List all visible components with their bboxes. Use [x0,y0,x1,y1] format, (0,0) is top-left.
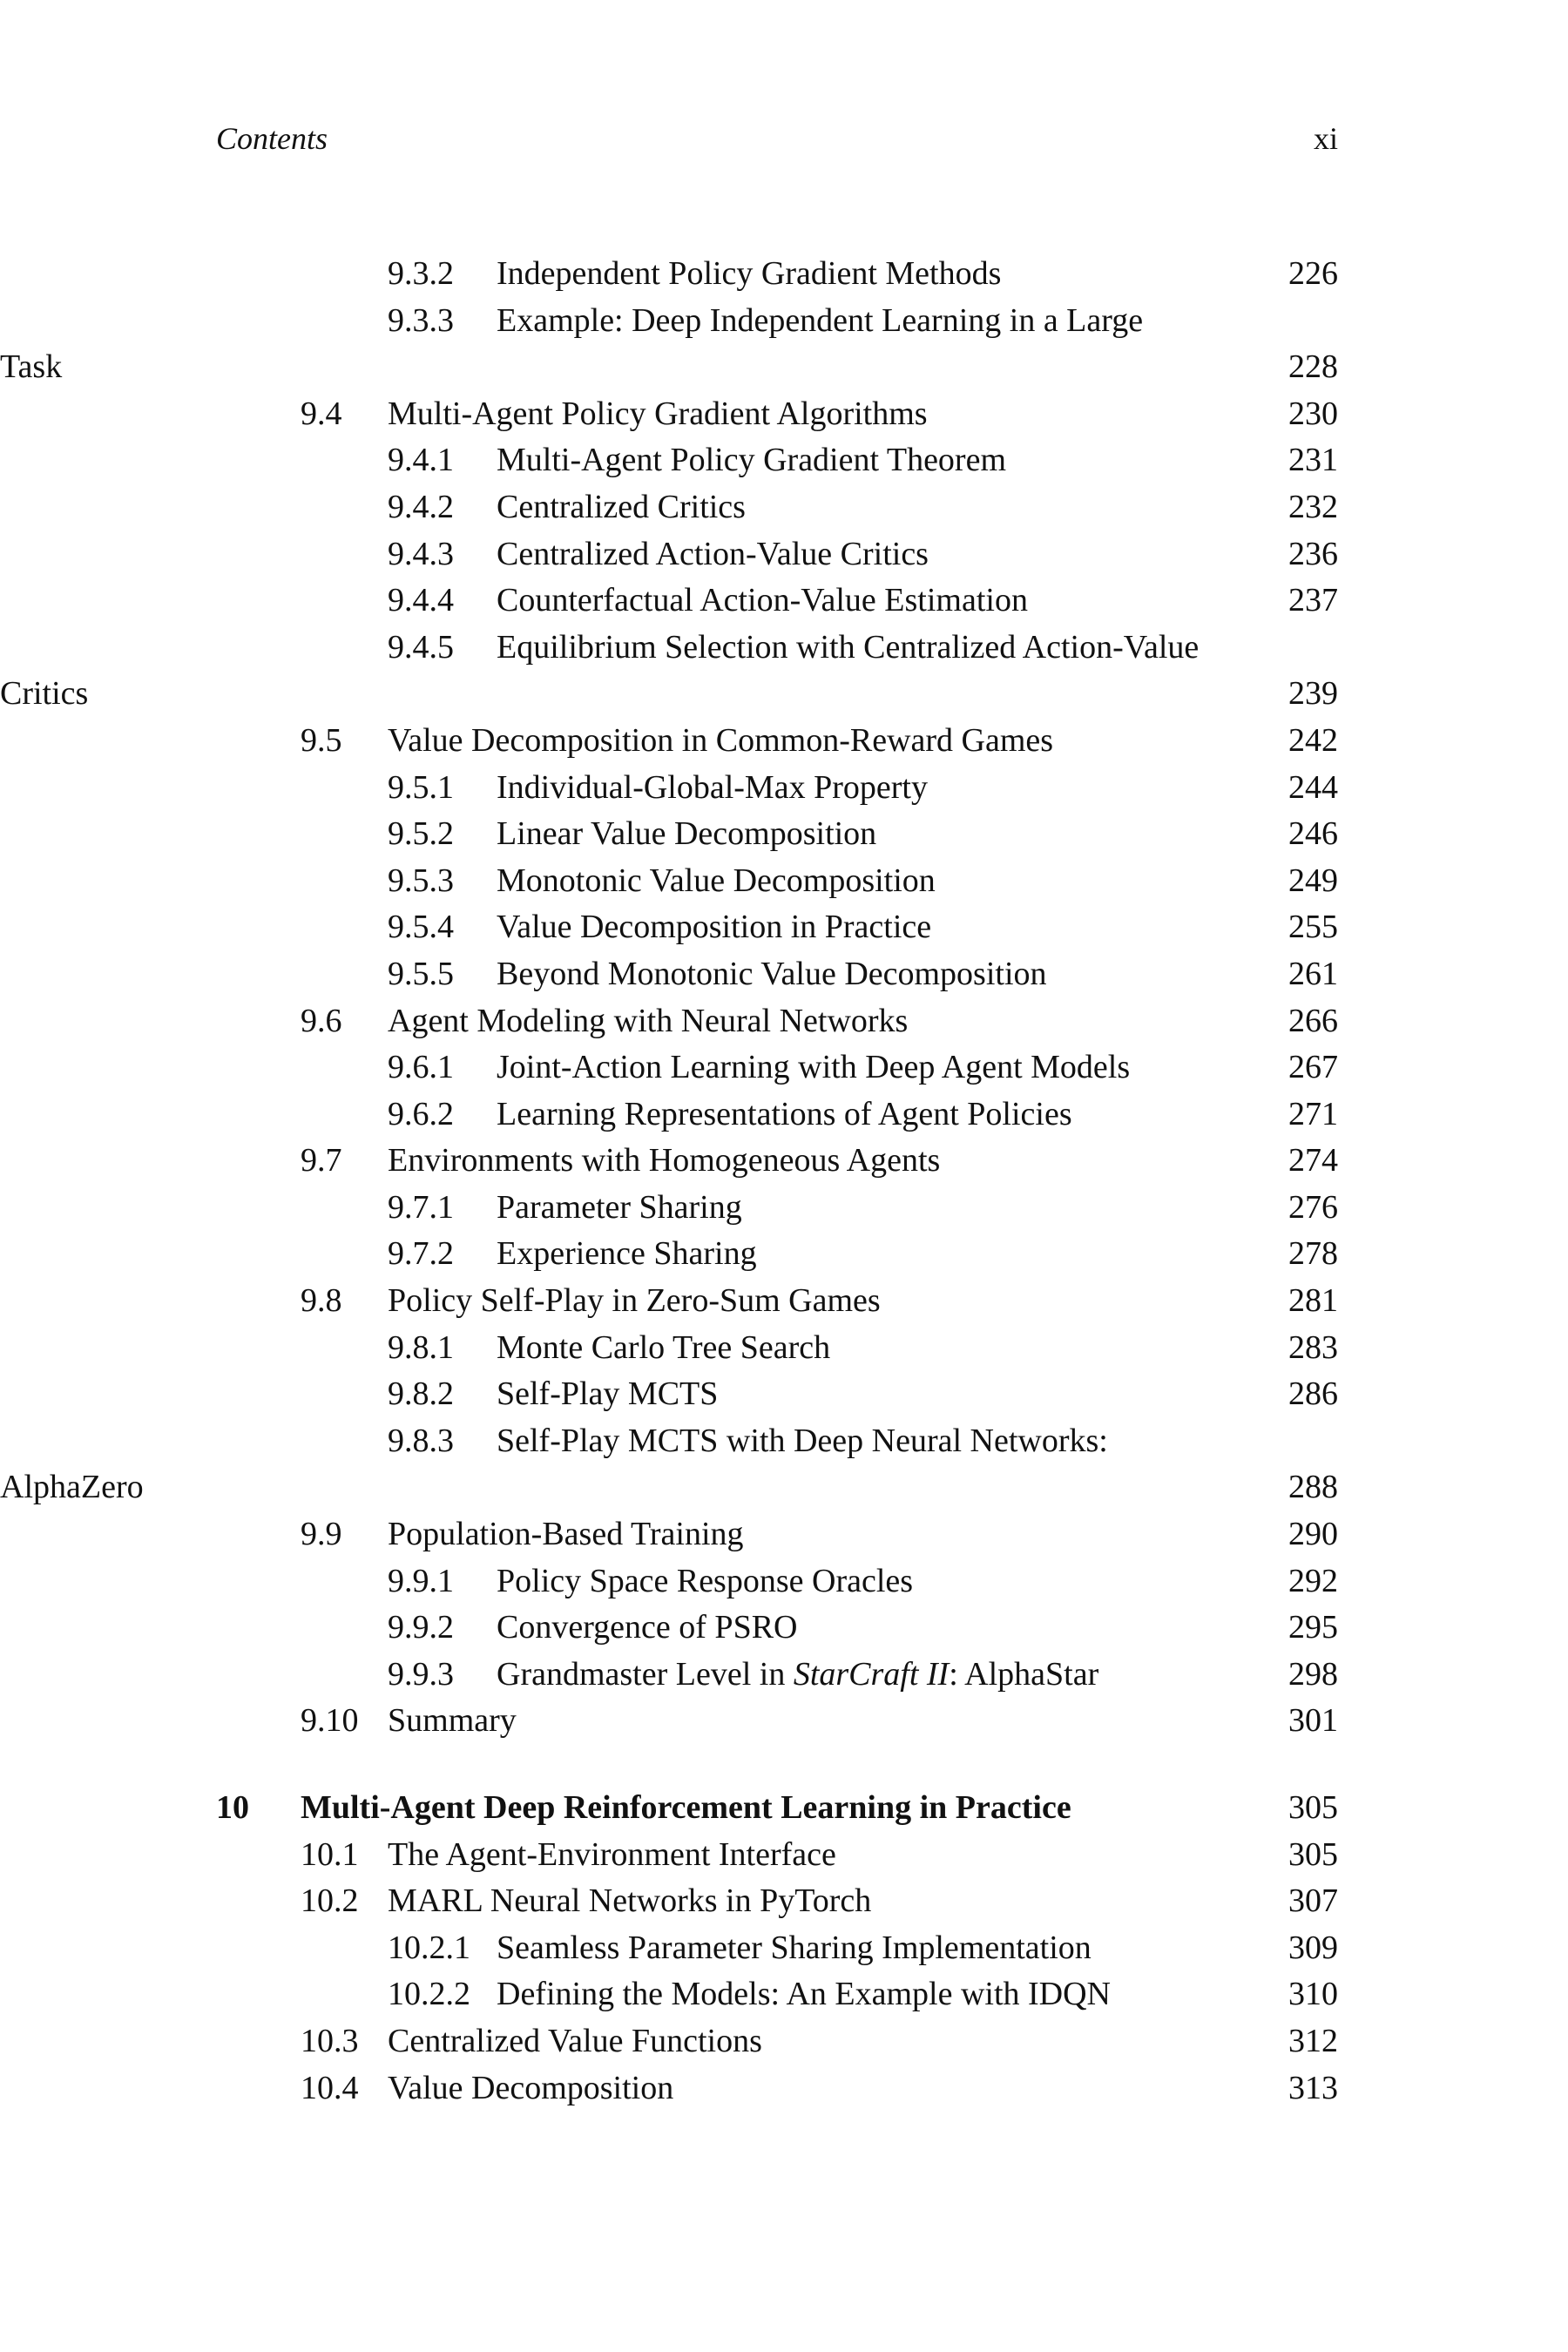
entry-title: Beyond Monotonic Value Decomposition [497,955,1047,992]
entry-number: 10.3 [301,2022,359,2059]
entry-page-number: 276 [1288,1188,1338,1226]
toc-entry[interactable] [0,1092,1568,1139]
entry-number: 10.2.2 [388,1976,470,2013]
entry-title: Monte Carlo Tree Search [497,1328,831,1366]
entry-number: 9.5.5 [388,955,454,992]
entry-number: 9.3.3 [388,301,454,339]
running-head-title: Contents [216,121,328,156]
entry-number: 9.9 [301,1516,342,1553]
entry-page-number: 231 [1288,442,1338,479]
toc-entry[interactable] [0,1652,1568,1699]
entry-number: 9.6.1 [388,1049,454,1086]
toc-entry[interactable] [0,904,1568,951]
entry-title: Value Decomposition in Common-Reward Games [388,721,1054,759]
toc-entry[interactable] [0,1558,1568,1605]
entry-number: 10.4 [301,2069,359,2106]
entry-title: Parameter Sharing [497,1188,742,1226]
toc-entry-continuation[interactable] [0,1464,1568,1511]
entry-page-number: 292 [1288,1562,1338,1599]
entry-title: Experience Sharing [497,1235,757,1273]
entry-number: 9.5.3 [388,862,454,899]
entry-title: MARL Neural Networks in PyTorch [388,1882,872,1920]
entry-number: 9.4.1 [388,442,454,479]
entry-number: 10 [216,1789,249,1826]
toc-entry-continuation[interactable] [0,671,1568,718]
entry-page-number: 312 [1288,2022,1338,2059]
entry-title: Example: Deep Independent Learning in a Large [497,301,1144,339]
toc-entry[interactable] [0,625,1568,672]
entry-page-number: 267 [1288,1049,1338,1086]
entry-number: 9.8 [301,1282,342,1320]
entry-page-number: 266 [1288,1002,1338,1039]
entry-title: Joint-Action Learning with Deep Agent Models [497,1049,1131,1086]
toc-entry[interactable] [0,1878,1568,1925]
entry-title: Agent Modeling with Neural Networks [388,1002,909,1039]
entry-page-number: 228 [1288,348,1338,386]
toc-entry[interactable] [0,1138,1568,1185]
entry-title: Task [0,348,63,386]
entry-title: Equilibrium Selection with Centralized Action-Value [497,628,1200,666]
entry-number: 9.7.1 [388,1188,454,1226]
toc-entry[interactable] [0,1185,1568,1232]
table-of-contents [0,251,1568,2112]
toc-entry[interactable] [0,2018,1568,2065]
entry-page-number: 226 [1288,255,1338,292]
entry-number: 9.6.2 [388,1095,454,1132]
entry-title: Multi-Agent Deep Reinforcement Learning in Practice [301,1789,1071,1826]
toc-entry[interactable] [0,1325,1568,1372]
entry-title [497,1652,1098,1699]
entry-title: Self-Play MCTS [497,1375,719,1413]
entry-page-number: 232 [1288,488,1338,525]
toc-entry[interactable] [0,484,1568,531]
entry-title: Multi-Agent Policy Gradient Algorithms [388,395,928,432]
entry-title: Self-Play MCTS with Deep Neural Networks: [497,1422,1108,1459]
entry-page-number: 242 [1288,721,1338,759]
entry-title-italic: StarCraft II [793,1655,950,1693]
entry-number: 9.3.2 [388,255,454,292]
entry-page-number: 295 [1288,1609,1338,1646]
entry-page-number: 249 [1288,862,1338,899]
entry-title: The Agent-Environment Interface [388,1835,836,1873]
entry-number: 9.4.5 [388,628,454,666]
toc-entry[interactable] [0,1231,1568,1278]
entry-number: 9.7 [301,1142,342,1179]
toc-entry[interactable] [0,1832,1568,1879]
entry-page-number: 237 [1288,582,1338,619]
entry-page-number: 230 [1288,395,1338,432]
entry-number: 9.5.2 [388,815,454,853]
entry-title: Multi-Agent Policy Gradient Theorem [497,442,1007,479]
entry-title: Value Decomposition in Practice [497,909,932,946]
entry-page-number: 255 [1288,909,1338,946]
entry-title: Independent Policy Gradient Methods [497,255,1002,292]
toc-entry[interactable] [0,298,1568,345]
running-head [216,120,1338,162]
entry-number: 9.9.2 [388,1609,454,1646]
toc-entry-continuation[interactable] [0,344,1568,391]
entry-page-number: 301 [1288,1702,1338,1740]
entry-number: 9.5.4 [388,909,454,946]
entry-number: 9.8.2 [388,1375,454,1413]
entry-title-part: Grandmaster Level in [497,1655,794,1693]
entry-number: 9.4.4 [388,582,454,619]
toc-entry[interactable] [0,811,1568,858]
entry-title: Centralized Value Functions [388,2022,762,2059]
entry-title: Centralized Critics [497,488,746,525]
entry-page-number: 298 [1288,1655,1338,1693]
entry-page-number: 313 [1288,2069,1338,2106]
entry-page-number: 261 [1288,955,1338,992]
entry-number: 10.1 [301,1835,359,1873]
entry-page-number: 305 [1288,1789,1338,1826]
entry-title: Learning Representations of Agent Policies [497,1095,1072,1132]
entry-number: 9.4 [301,395,342,432]
entry-number: 9.5.1 [388,768,454,806]
entry-number: 10.2 [301,1882,359,1920]
entry-title: Linear Value Decomposition [497,815,877,853]
entry-title: Defining the Models: An Example with IDQN [497,1976,1112,2013]
entry-page-number: 278 [1288,1235,1338,1273]
toc-entry[interactable] [0,1418,1568,1465]
entry-title: Environments with Homogeneous Agents [388,1142,941,1179]
entry-number: 10.2.1 [388,1929,470,1966]
entry-title: Value Decomposition [388,2069,674,2106]
toc-entry[interactable] [0,951,1568,998]
page-number: xi [1313,121,1338,156]
entry-page-number: 244 [1288,768,1338,806]
entry-number: 9.9.3 [388,1655,454,1693]
entry-title: Convergence of PSRO [497,1609,798,1646]
entry-page-number: 246 [1288,815,1338,853]
entry-title: Individual-Global-Max Property [497,768,928,806]
entry-number: 9.9.1 [388,1562,454,1599]
entry-title: Critics [0,675,89,713]
entry-page-number: 239 [1288,675,1338,713]
entry-page-number: 305 [1288,1835,1338,1873]
toc-entry[interactable] [0,1044,1568,1092]
toc-entry[interactable] [0,1371,1568,1418]
toc-entry[interactable] [0,437,1568,484]
entry-title: Counterfactual Action-Value Estimation [497,582,1028,619]
entry-page-number: 307 [1288,1882,1338,1920]
entry-page-number: 281 [1288,1282,1338,1320]
toc-entry[interactable] [0,391,1568,438]
toc-entry[interactable] [0,858,1568,905]
entry-page-number: 274 [1288,1142,1338,1179]
entry-number: 9.8.3 [388,1422,454,1459]
toc-entry[interactable] [0,1698,1568,1745]
toc-entry[interactable] [0,1511,1568,1558]
toc-entry[interactable] [0,765,1568,812]
entry-title: Summary [388,1702,517,1740]
toc-entry[interactable] [0,2065,1568,2112]
entry-title: AlphaZero [0,1469,144,1506]
entry-title: Monotonic Value Decomposition [497,862,936,899]
entry-page-number: 290 [1288,1516,1338,1553]
entry-page-number: 309 [1288,1929,1338,1966]
entry-page-number: 310 [1288,1976,1338,2013]
entry-title: Population-Based Training [388,1516,744,1553]
entry-title: Seamless Parameter Sharing Implementation [497,1929,1092,1966]
toc-entry[interactable] [0,1971,1568,2018]
toc-chapter-entry[interactable] [0,1785,1568,1832]
toc-entry[interactable] [0,1605,1568,1652]
entry-page-number: 271 [1288,1095,1338,1132]
entry-title: Policy Self-Play in Zero-Sum Games [388,1282,881,1320]
entry-number: 9.7.2 [388,1235,454,1273]
toc-entry[interactable] [0,998,1568,1045]
toc-entry[interactable] [0,1925,1568,1972]
entry-title: Centralized Action-Value Critics [497,535,929,572]
entry-page-number: 236 [1288,535,1338,572]
entry-page-number: 286 [1288,1375,1338,1413]
entry-title: Policy Space Response Oracles [497,1562,914,1599]
toc-entry[interactable] [0,578,1568,625]
entry-number: 9.4.2 [388,488,454,525]
entry-number: 9.8.1 [388,1328,454,1366]
toc-entry[interactable] [0,718,1568,765]
entry-number: 9.6 [301,1002,342,1039]
toc-entry[interactable] [0,531,1568,578]
entry-number: 9.10 [301,1702,359,1740]
entry-title-part: : AlphaStar [949,1655,1099,1693]
toc-entry[interactable] [0,251,1568,298]
entry-number: 9.4.3 [388,535,454,572]
toc-entry[interactable] [0,1278,1568,1325]
entry-page-number: 283 [1288,1328,1338,1366]
entry-page-number: 288 [1288,1469,1338,1506]
entry-number: 9.5 [301,721,342,759]
